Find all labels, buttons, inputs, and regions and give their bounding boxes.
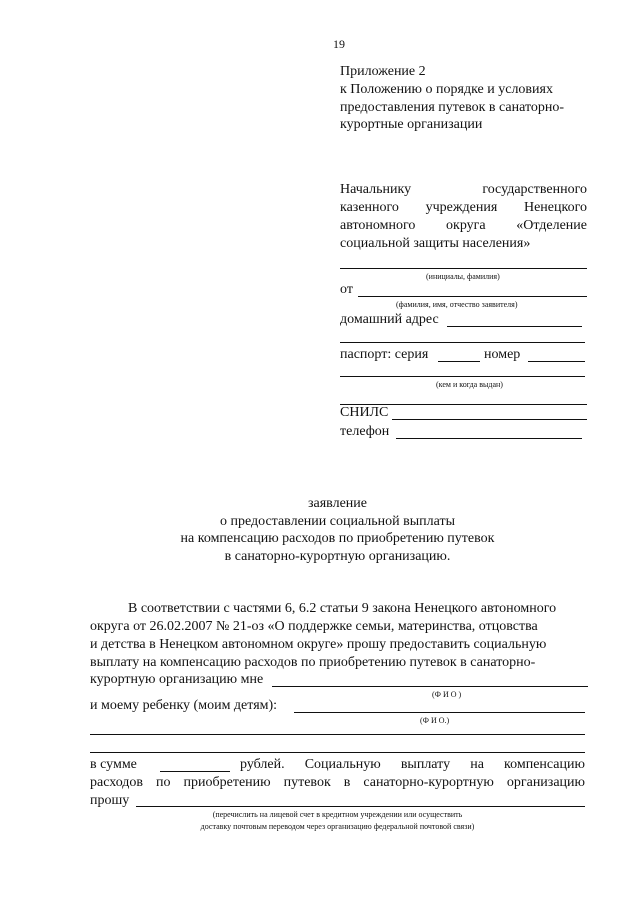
addressee-word: Ненецкого xyxy=(523,200,587,215)
applicant-caption: (фамилия, имя, отчество заявителя) xyxy=(396,300,518,309)
appendix-line-2: к Положению о порядке и условиях xyxy=(340,82,553,97)
body-word: Социальную xyxy=(304,757,381,772)
passport-series-label: паспорт: серия xyxy=(340,347,429,362)
title-line-2: о предоставлении социальной выплаты xyxy=(219,514,456,529)
addressee-word: государственного xyxy=(482,182,587,197)
snils-line[interactable] xyxy=(392,419,587,420)
phone-line[interactable] xyxy=(396,438,582,439)
applicant-fio-line[interactable] xyxy=(272,686,588,687)
child-fio-line-2[interactable] xyxy=(90,734,585,735)
payment-caption-2: доставку почтовым переводом через организацию федеральной почтовой связи) xyxy=(200,822,475,831)
passport-series-line[interactable] xyxy=(438,361,480,362)
appendix-line-4: курортные организации xyxy=(340,117,483,132)
request-label: прошу xyxy=(90,793,130,808)
body-word: по xyxy=(156,775,171,790)
fio-caption-1: (Ф И О ) xyxy=(432,690,462,699)
body-line-1: В соответствии с частями 6, 6.2 статьи 9 закона Ненецкого автономного xyxy=(128,601,557,616)
body-word: на xyxy=(470,757,484,772)
body-word: организацию xyxy=(506,775,585,790)
from-label: от xyxy=(340,282,353,297)
addressee-word: «Отделение xyxy=(516,218,587,233)
home-address-label: домашний адрес xyxy=(340,312,439,327)
addressee-line-1 xyxy=(340,182,587,198)
fio-caption-2: (Ф И О.) xyxy=(420,716,450,725)
title-line-3: на компенсацию расходов по приобретению путевок xyxy=(180,531,495,546)
appendix-line-3: предоставления путевок в санаторно- xyxy=(340,100,565,115)
passport-number-label: номер xyxy=(484,347,521,362)
body-word: приобретению xyxy=(183,775,271,790)
home-address-line[interactable] xyxy=(447,326,582,327)
sum-prefix: в сумме xyxy=(90,757,137,772)
addressee-word: Начальнику xyxy=(340,182,412,197)
appendix-title: Приложение 2 xyxy=(340,64,426,79)
title-line-4: в санаторно-курортную организацию. xyxy=(224,549,451,564)
phone-label: телефон xyxy=(340,424,390,439)
body-word: путевок xyxy=(283,775,331,790)
body-line-5: курортную организацию мне xyxy=(90,672,264,687)
home-address-line-2[interactable] xyxy=(340,342,585,343)
body-word: в xyxy=(343,775,351,790)
body-line-2: округа от 26.02.2007 № 21-оз «О поддержке семьи, материнства, отцовства xyxy=(90,619,538,634)
payment-caption-1: (перечислить на лицевой счет в кредитном учреждении или осуществить xyxy=(212,810,463,819)
addressee-word: учреждения xyxy=(425,200,498,215)
page-number: 19 xyxy=(333,37,345,51)
passport-issued-line[interactable] xyxy=(340,376,585,377)
sum-line-rest xyxy=(240,757,585,773)
body-word: расходов xyxy=(90,775,144,790)
passport-number-line[interactable] xyxy=(528,361,585,362)
snils-label: СНИЛС xyxy=(340,405,389,420)
addressee-word: автономного xyxy=(340,218,416,233)
initials-caption: (инициалы, фамилия) xyxy=(426,272,500,281)
body-word: компенсацию xyxy=(504,757,585,772)
child-label: и моему ребенку (моим детям): xyxy=(90,698,278,713)
issued-caption: (кем и когда выдан) xyxy=(436,380,503,389)
body-word: рублей. xyxy=(240,757,285,772)
sum-amount-line[interactable] xyxy=(160,771,230,772)
title-line-1: заявление xyxy=(307,496,367,511)
applicant-name-line[interactable] xyxy=(358,296,587,297)
addressee-word: казенного xyxy=(340,200,399,215)
addressee-line-4: социальной защиты населения» xyxy=(340,236,531,251)
addressee-word: округа xyxy=(446,218,486,233)
body-word: выплату xyxy=(400,757,451,772)
addressee-line-3 xyxy=(340,218,587,234)
child-fio-line-3[interactable] xyxy=(90,752,585,753)
child-fio-line[interactable] xyxy=(294,712,585,713)
expenses-line xyxy=(90,775,585,791)
payment-method-line[interactable] xyxy=(136,806,585,807)
body-line-4: выплату на компенсацию расходов по приобретению путевок в санаторно- xyxy=(90,655,536,670)
initials-line[interactable] xyxy=(340,268,587,269)
body-line-3: и детства в Ненецком автономном округе» прошу предоставить социальную xyxy=(90,637,547,652)
addressee-line-2 xyxy=(340,200,587,216)
body-word: санаторно-курортную xyxy=(363,775,494,790)
